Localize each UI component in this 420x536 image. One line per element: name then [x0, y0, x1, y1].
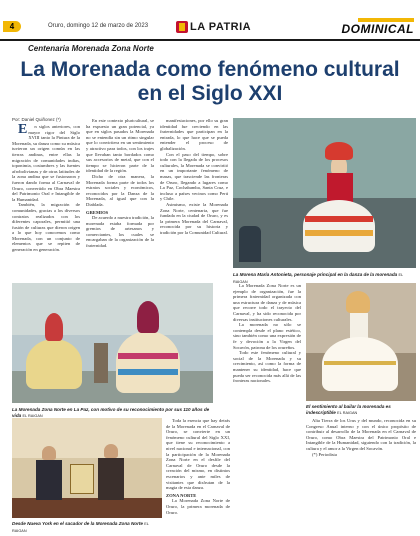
newspaper-logo	[176, 20, 251, 34]
photo-credit: EL RAIGAN	[337, 410, 358, 415]
text-column-5	[166, 418, 230, 530]
article-byline: Por: Daniel Quiñonez (*)	[12, 117, 61, 122]
paragraph: La Morenada Zona Norte de Oruro, la primera morenada de Oruro.	[166, 498, 230, 515]
subheading-zona-norte: ZONA NORTE	[166, 492, 197, 498]
paragraph: La morenada no sólo se contempla desde el plano estético, sino también como una expresión de fe y devoción a la Virgen del Socavón, patrona de los orureños.	[233, 322, 301, 350]
photo-credit: EL RAIGAN	[22, 413, 43, 418]
paragraph: Con el paso del tiempo, sobre todo con la llegada de los procesos culturales, la Morenada se convirtió en un importante fenómeno de masas, que trasciende las fronteras de Oruro, llegando a lugares como La Paz, Cochabamba, Santa Cruz, e incluso a países vecinos como Perú y Chile.	[160, 151, 228, 202]
text-column-1	[12, 124, 80, 282]
header-rule	[0, 39, 420, 41]
dateline: Oruro, domingo 12 de marzo de 2023	[48, 23, 149, 29]
photo-new-york-ceremony	[12, 418, 162, 518]
paragraph: manifestaciones, por ello su gran identidad fue creciendo en las fraternidades que participan en la entrada, lo que hace que se pueda entender el proceso de globalización.	[160, 118, 228, 151]
paragraph: Asimismo, existe la Morenada Zona Norte, centenaria, que fue fundada en la ciudad de Oruro, y es la primera Morenada del Carnaval, reconocida por su historia y tradición por la Comunidad Cultural.	[160, 201, 228, 235]
text-column-3	[160, 118, 228, 282]
text-column-2	[86, 118, 154, 282]
caption-text: El sentimiento al bailar la morenada es indescriptible	[306, 404, 391, 415]
newspaper-name: LA PATRIA	[190, 21, 252, 33]
author-note: (*) Periodista	[312, 451, 337, 457]
paragraph: Toda la esencia que hay detrás de la Morenada en el Carnaval de Oruro, se convierte en un fenómeno cultural del Siglo XXI, que tiene su reconocimiento a nivel nacional e internacional, con la participación de la Morenada Zona Norte en el desfile del Carnaval de Oruro desde la creación del mismo, en distintos escenarios y ante miles de visitantes que disfrutan de la magia de esta danza.	[166, 418, 230, 491]
caption-bottom-left	[12, 521, 162, 534]
article-kicker: Centenaria Morenada Zona Norte	[28, 44, 154, 53]
supplement-logo	[342, 18, 415, 36]
caption-text: Desde Nueva York en el sacador de la Morenada Zona Norte	[12, 521, 143, 526]
newspaper-logo-icon	[176, 21, 188, 33]
supplement-name: DOMINICAL	[341, 22, 414, 36]
caption-text: La Morenada Zona Norte en La Paz, con motivo de su reconocimiento por sus 110 años de vida	[12, 407, 210, 418]
text-column-4	[233, 283, 301, 513]
paragraph: También, la migración de comunidades, gracias a los diversos contratos realizados con los diferentes caporales, permitió una fusión de culturas que dieron origen a lo que hoy conocemos como Morenada, con un conjunto de elementos que se repiten de generación en generación.	[12, 202, 80, 253]
paragraph: En siglos anteriores, con mayor rigor del Siglo XVIII tanto la Pintura de la Morenada, su danza como su música tuvieron un origen común en las tierras andinas, entre ellas la migración de comunidades indias, toponimia, costumbres y las fuentes afrobolivianas y de otras latitudes de la zona andina que se fusionaron y fueron dando forma al Carnaval de Oruro, convertido en Obra Maestra del Patrimonio Oral e Intangible de la Humanidad.	[12, 124, 80, 202]
article-headline: La Morenada como fenómeno cultural en el Siglo XXI	[20, 58, 400, 105]
photo-credit: EL RAIGAN	[12, 522, 149, 533]
paragraph: De acuerdo a nuestra tradición, la morenada estaba formada por gremios de artesanos y comerciantes, los cuales se encargaban de la organización de la fraternidad.	[86, 215, 154, 249]
caption-mid-right	[306, 404, 416, 416]
photo-dancer-white	[306, 283, 416, 401]
page-number: 4	[3, 21, 21, 32]
page-header	[0, 0, 420, 40]
text-column-6	[306, 418, 416, 530]
subheading-gremios: GREMIOS	[86, 209, 109, 215]
photo-credit: EL RAIGAN	[233, 273, 404, 284]
photo-morena-dancer	[233, 118, 416, 268]
paragraph: Alta Tierra de los Urus y del mundo, reconocida en su Congreso Anual interno y con el único propósito de contribuir al desarrollo de la Morenada en el Carnaval de Oruro, como Obra Maestra del Patrimonio Oral e Intangible de la Humanidad, siguiendo con la tradición, la cultura y el amor a la Virgen del Socavón.	[306, 418, 416, 451]
paragraph: Todo este fenómeno cultural y social de la Morenada y su crecimiento, así como la forma de mantener su identidad, hace que pueda ser reconocida más allá de las fronteras nacionales.	[233, 350, 301, 384]
paragraph: La Morenada Zona Norte es un ejemplo de organización, fue la primera fraternidad organizada con una estructura de danza y de música que recorre todo el trayecto del Carnaval, y ha sido reconocida por diversas instituciones culturales.	[233, 283, 301, 322]
photo-morenada-la-paz	[12, 283, 213, 403]
paragraph: Dicho de otra manera, la Morenada forma parte de todos los estratos sociales y económicos, reconocidos por la Danza de la Morenada, al igual que con la Diablada.	[86, 173, 154, 207]
caption-text: La Morena María Antonieta, personaje principal en la danza de la morenada	[233, 272, 398, 277]
paragraph: En este contexto pluricultural, se ha expuesto un gran potencial, ya que en siglos pasados la Morenada no se entendía sin un ritmo singular que lo convirtiera en un sentimiento y atractivo para todos, con los trajes que llevaban tanto bordados como sus accesorios de metal, que con el tiempo se hicieron parte de la identidad de la región.	[86, 118, 154, 174]
